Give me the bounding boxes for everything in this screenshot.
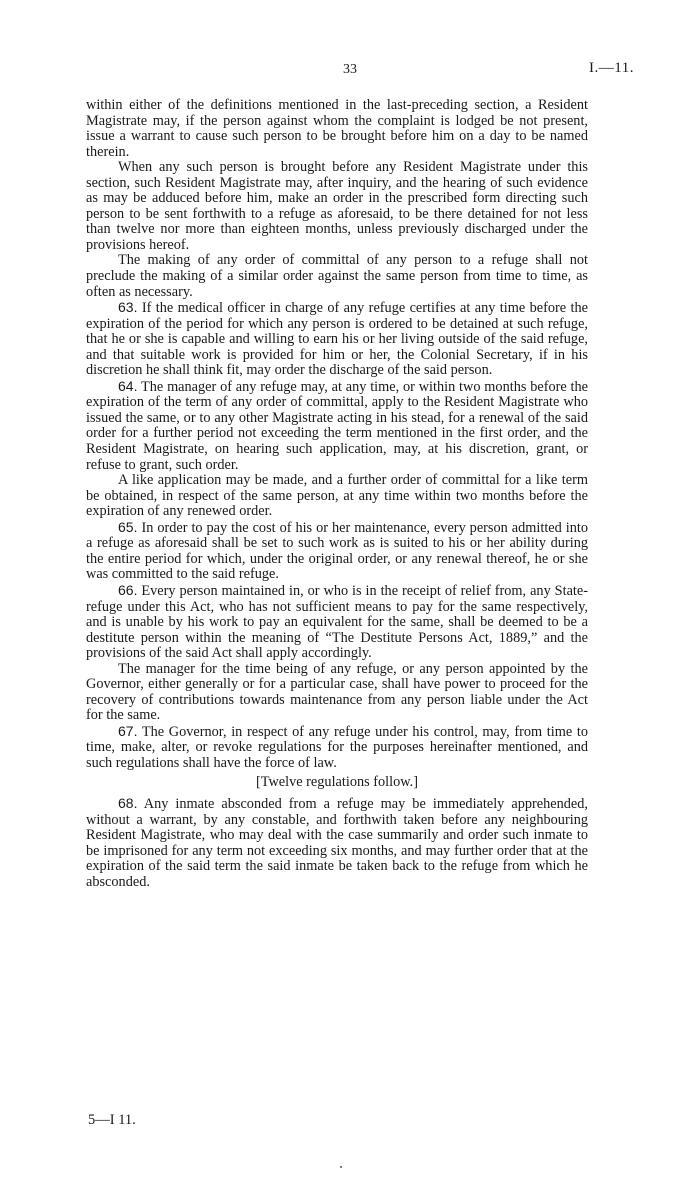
section-number: 68.	[118, 795, 138, 812]
editorial-note: [Twelve regulations follow.]	[255, 773, 419, 790]
section-number: 65.	[118, 518, 138, 535]
section-text: Any inmate absconded from a refuge may be immediately apprehended, without a warrant, by any constable, and forthwith taken before any neighbouring Resident Magistrate, who may deal with the case summarily and order such inmate to be imprisoned for any term not exceeding six months, and may further order that at the expiration of the said term the said inmate be taken back to the refuge from which he absconded.	[86, 796, 588, 890]
section-66	[86, 583, 588, 662]
section-text: The manager of any refuge may, at any time, or within two months before the expiration of the term of any order of committal, apply to the Resident Magistrate who issued the same, or to any other Magistrate acting in his stead, for a renewal of the said order for a further period not exceeding the term mentioned in the first order, and the Resident Magistrate, on hearing such application, may, at his discretion, grant, or refuse to grant, such order.	[86, 378, 588, 473]
printer-signature: 5—I 11.	[88, 1112, 136, 1128]
section-number: 63.	[118, 299, 138, 316]
paragraph: The manager for the time being of any refuge, or any person appointed by the Governor, either generally or for a particular case, shall have power to proceed for the recovery of contributions towards maintenance from any person liable under the Act for the same.	[86, 660, 588, 724]
section-64	[86, 379, 588, 473]
paragraph: within either of the definitions mentioned in the last-preceding section, a Resident Magistrate may, if the person against whom the complaint is lodged be not present, issue a warrant to cause such person to be brought before him on a day to be named therein.	[86, 97, 588, 160]
section-67	[86, 724, 588, 772]
section-text: The Governor, in respect of any refuge under his control, may, from time to time, make, alter, or revoke regulations for the purposes hereinafter mentioned, and such regulations shall have the force of law.	[86, 723, 588, 771]
document-reference: I.—11.	[589, 60, 634, 76]
stray-mark	[340, 1166, 342, 1168]
page-number: 33	[343, 62, 357, 77]
section-number: 64.	[118, 377, 138, 394]
section-65	[86, 520, 588, 583]
section-text: In order to pay the cost of his or her maintenance, every person admitted into a refuge as aforesaid shall be set to such work as is suited to his or her ability during the entire period for which, under the original order, or any renewal thereof, he or she was committed to the said refuge.	[86, 519, 588, 583]
section-text: Every person maintained in, or who is in the receipt of relief from, any State-refuge under this Act, who has not sufficient means to pay for the same respectively, and is unable by his work to pay an equivalent for the same, shall be deemed to be a destitute person within the meaning of “The Destitute Persons Act, 1889,” and the provisions of the said Act shall apply accordingly.	[86, 582, 588, 662]
body-text	[86, 98, 588, 890]
section-text: If the medical officer in charge of any refuge certifies at any time before the expiration of the period for which any person is ordered to be detained at such refuge, that he or she is capable and willing to earn his or her living outside of the said refuge, and that suitable work is provided for him or her, the Colonial Secretary, if in his discretion he shall think fit, may order the discharge of the said person.	[86, 300, 588, 379]
section-68	[86, 796, 588, 890]
section-number: 66.	[118, 581, 138, 598]
paragraph: When any such person is brought before any Resident Magistrate under this section, such Resident Magistrate may, after inquiry, and the hearing of such evidence as may be adduced before him, make an order in the prescribed form directing such person to be sent forthwith to a refuge as aforesaid, to be there detained for not less than twelve nor more than eighteen months, unless previously discharged under the provisions hereof.	[86, 159, 588, 253]
section-63	[86, 300, 588, 379]
paragraph: The making of any order of committal of any person to a refuge shall not preclude the making of a similar order against the same person from time to time, as often as necessary.	[86, 252, 588, 300]
section-number: 67.	[118, 722, 138, 739]
paragraph: A like application may be made, and a further order of committal for a like term be obtained, in respect of the same person, at any time within two months before the expiration of any renewed order.	[86, 472, 588, 520]
